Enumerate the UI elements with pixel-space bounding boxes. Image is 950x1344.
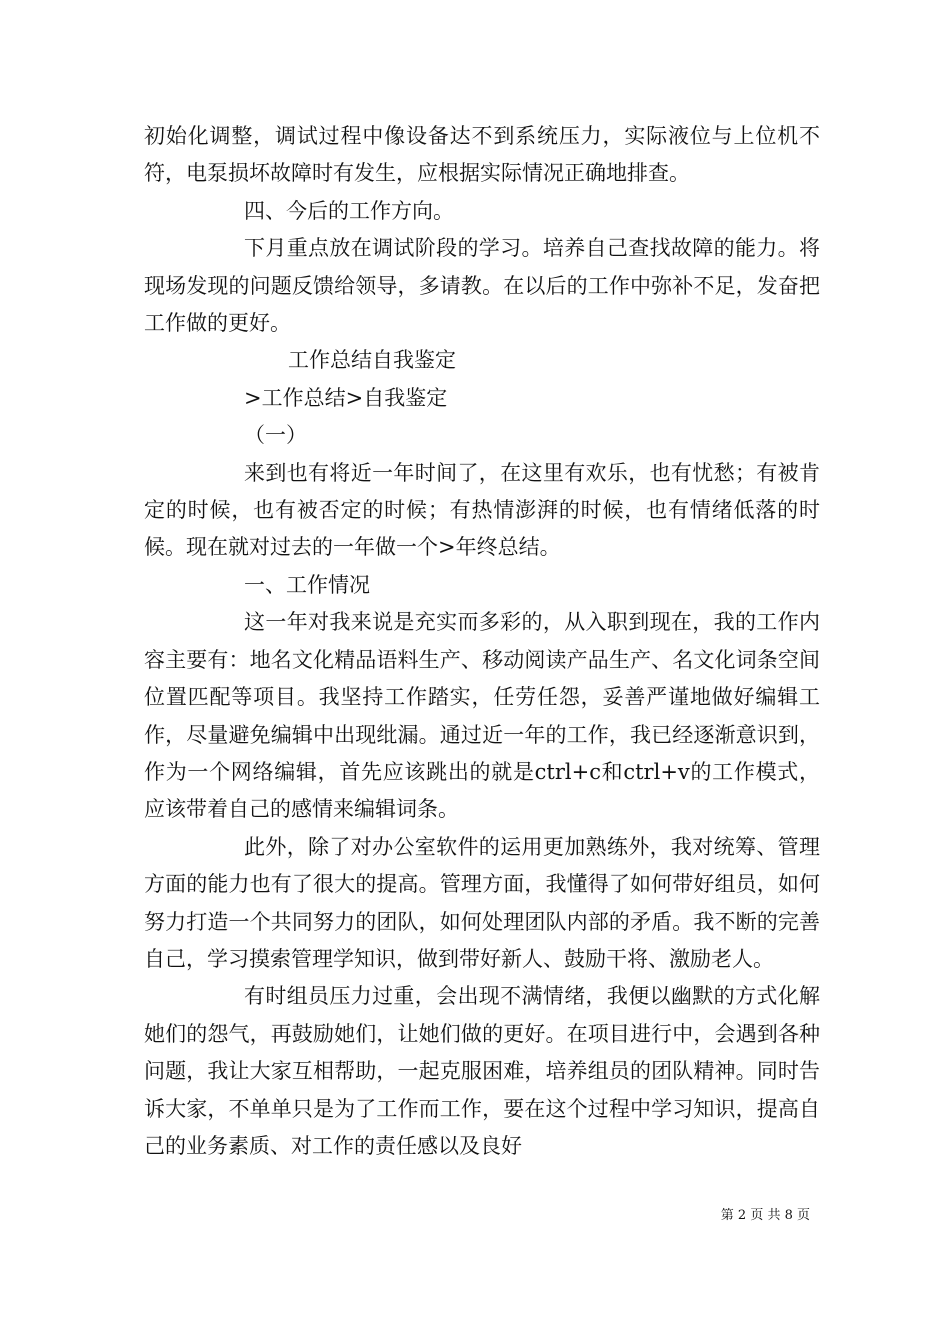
paragraph-intro: 来到也有将近一年时间了，在这里有欢乐，也有忧愁；有被肯定的时候，也有被否定的时候；有热情澎湃的时候，也有情绪低落的时候。现在就对过去的一年做一个>年终总结。 [144,460,820,560]
document-title: 工作总结自我鉴定 [288,348,456,373]
section-heading-work-status: 一、工作情况 [244,572,370,597]
breadcrumb-line: >工作总结>自我鉴定 [244,385,448,410]
paragraph-1: 初始化调整，调试过程中像设备达不到系统压力，实际液位与上位机不符，电泵损坏故障时有发生，应根据实际情况正确地排查。 [144,124,820,186]
document-body [144,118,820,1165]
paragraph-management: 此外，除了对办公室软件的运用更加熟练外，我对统筹、管理方面的能力也有了很大的提高。管理方面，我懂得了如何带好组员，如何努力打造一个共同努力的团队，如何处理团队内部的矛盾。我不断的完善自己，学习摸索管理学知识，做到带好新人、鼓励干将、激励老人。 [144,834,820,971]
paragraph-work-content: 这一年对我来说是充实而多彩的，从入职到现在，我的工作内容主要有：地名文化精品语料生产、移动阅读产品生产、名文化词条空间位置匹配等项目。我坚持工作踏实，任劳任怨，妥善严谨地做好编辑工作，尽量避免编辑中出现纰漏。通过近一年的工作，我已经逐渐意识到，作为一个网络编辑，首先应该跳出的就是ctrl+c和ctrl+v的工作模式，应该带着自己的感情来编辑词条。 [144,610,820,822]
section-heading-future-direction: 四、今后的工作方向。 [244,198,454,223]
paragraph-next-month: 下月重点放在调试阶段的学习。培养自己查找故障的能力。将现场发现的问题反馈给领导，多请教。在以后的工作中弥补不足，发奋把工作做的更好。 [144,236,820,336]
section-number: （一） [244,423,307,448]
paragraph-team: 有时组员压力过重，会出现不满情绪，我便以幽默的方式化解她们的怨气，再鼓励她们，让她们做的更好。在项目进行中，会遇到各种问题，我让大家互相帮助，一起克服困难，培养组员的团队精神。同时告诉大家，不单单只是为了工作而工作，要在这个过程中学习知识，提高自己的业务素质、对工作的责任感以及良好 [144,984,820,1158]
page-number: 第 2 页 共 8 页 [720,1208,810,1223]
